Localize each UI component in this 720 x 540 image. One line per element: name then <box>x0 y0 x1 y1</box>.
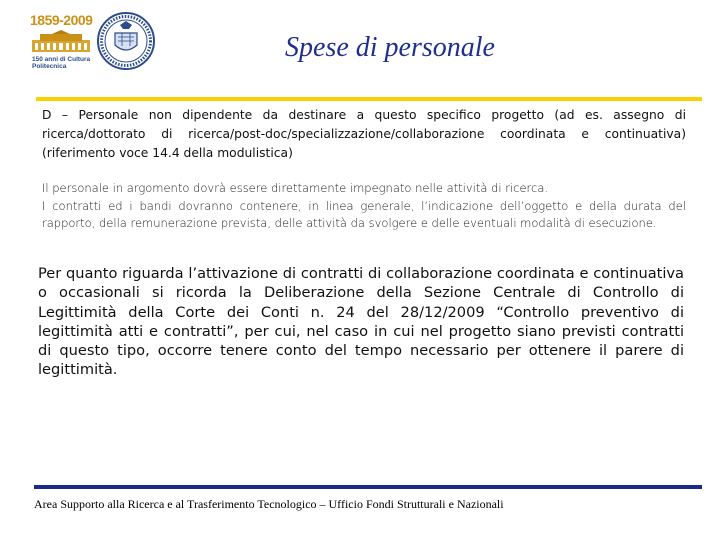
logo-caption-line-2: Politecnica <box>32 63 67 70</box>
logo-year-text: 1859-2009 <box>30 12 93 28</box>
requirements-paragraph-2: I contratti ed i bandi dovranno contenere, in linea generale, l’indicazione dell’oggetto e della durata del rapporto, della remunerazione prevista, delle attività da svolgere e delle eventuali modalità di esecuzione. <box>42 198 686 230</box>
contracts-paragraph: Per quanto riguarda l’attivazione di contratti di collaborazione coordinata e continuativa o occasionali si ricorda la Deliberazione della Sezione Centrale di Controllo di Legittimità della Corte dei Conti n. 24 del 28/12/2009 “Controllo preventivo di legittimità atti e contratti”, per cui, nel caso in cui nel progetto siano previsti contratti di questo tipo, occorre tenere conto del tempo necessario per ottenere il parere di legittimità. <box>38 265 684 379</box>
anniversary-logo-icon <box>28 10 156 72</box>
logo-caption-line-1: 150 anni di Cultura <box>32 56 91 63</box>
page-title: Spese di personale <box>285 32 495 63</box>
requirements-block <box>42 180 686 233</box>
section-d-paragraph: D – Personale non dipendente da destinare a questo specifico progetto (ad es. assegno di ricerca/dottorato di ricerca/post-doc/specializzazione/collaborazione coordinata e continuativa) (riferimento voce 14.4 della modulistica) <box>42 108 686 160</box>
bottom-divider <box>34 485 702 489</box>
logo-caption <box>32 56 90 70</box>
university-seal-icon <box>96 11 156 71</box>
footer-text: Area Supporto alla Ricerca e al Trasferimento Tecnologico – Ufficio Fondi Strutturali e Nazionali <box>34 497 504 511</box>
building-icon <box>30 30 92 54</box>
top-divider <box>36 97 702 101</box>
requirements-paragraph-1: Il personale in argomento dovrà essere direttamente impegnato nelle attività di ricerca. <box>42 181 549 195</box>
